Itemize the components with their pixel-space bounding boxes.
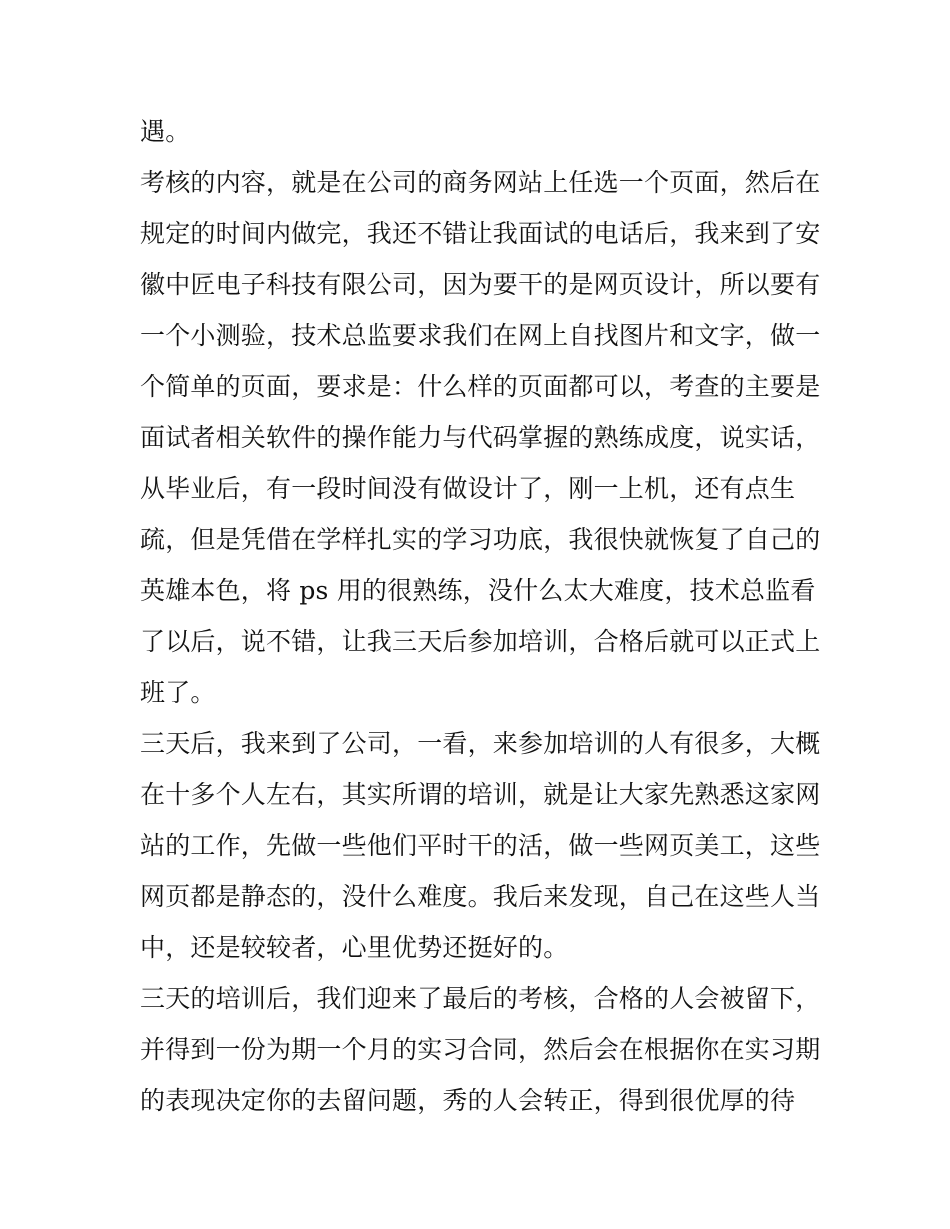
text-line: 疏，但是凭借在学样扎实的学习功底，我很快就恢复了自己的 (140, 525, 821, 554)
text-line: 三天的培训后，我们迎来了最后的考核，合格的人会被留下， (140, 984, 821, 1013)
text-line: 站的工作，先做一些他们平时干的活，做一些网页美工，这些 (140, 831, 821, 860)
text-line: 网页都是静态的，没什么难度。我后来发现，自己在这些人当 (140, 882, 821, 911)
text-line: 面试者相关软件的操作能力与代码掌握的熟练成度，说实话， (140, 423, 821, 452)
text-line: 考核的内容，就是在公司的商务网站上任选一个页面，然后在 (140, 168, 821, 197)
text-line: 遇。 (140, 117, 191, 146)
text-line: 的表现决定你的去留问题，秀的人会转正，得到很优厚的待 (140, 1086, 796, 1115)
text-line: 在十多个人左右，其实所谓的培训，就是让大家先熟悉这家网 (140, 780, 821, 809)
text-line: 从毕业后，有一段时间没有做设计了，刚一上机，还有点生 (140, 474, 796, 503)
text-line: 三天后，我来到了公司，一看，来参加培训的人有很多，大概 (140, 729, 821, 758)
text-line: 了以后，说不错，让我三天后参加培训，合格后就可以正式上 (140, 627, 821, 656)
text-line: 并得到一份为期一个月的实习合同，然后会在根据你在实习期 (140, 1035, 821, 1064)
text-line: 英雄本色，将 ps 用的很熟练，没什么太大难度，技术总监看 (140, 576, 816, 605)
document-body (140, 106, 820, 1126)
text-line: 班了。 (140, 678, 216, 707)
text-line: 中，还是较较者，心里优势还挺好的。 (140, 933, 569, 962)
text-line: 规定的时间内做完，我还不错让我面试的电话后，我来到了安 (140, 219, 821, 248)
text-line: 徽中匠电子科技有限公司，因为要干的是网页设计，所以要有 (140, 270, 821, 299)
text-line: 个简单的页面，要求是：什么样的页面都可以，考查的主要是 (140, 372, 821, 401)
text-line: 一个小测验，技术总监要求我们在网上自找图片和文字，做一 (140, 321, 821, 350)
